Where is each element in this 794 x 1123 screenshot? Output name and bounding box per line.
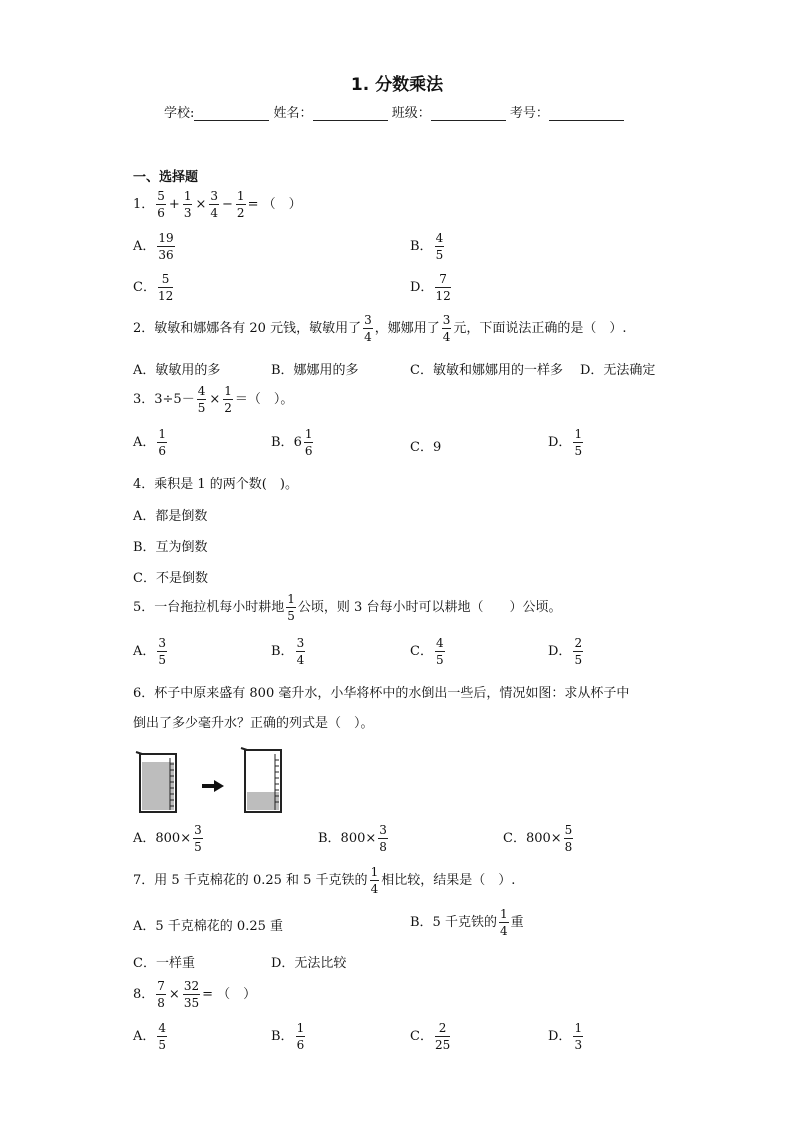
fraction xyxy=(435,273,450,302)
q7-option-c[interactable]: C．一样重 xyxy=(133,956,195,971)
fraction xyxy=(183,190,193,219)
q4-option-c[interactable]: C．不是倒数 xyxy=(133,571,208,586)
text-segment: 相比较，结果是（ ）. xyxy=(381,873,516,888)
denominator: 5 xyxy=(158,1038,167,1052)
fraction xyxy=(296,637,306,666)
q3-option-d[interactable] xyxy=(548,428,585,457)
text-segment: C． xyxy=(133,280,156,295)
text-segment: D． xyxy=(548,644,572,659)
text-segment: ＝（ ）。 xyxy=(234,392,294,407)
text-segment: C． xyxy=(410,1029,433,1044)
school-label: 学校: xyxy=(164,106,195,121)
operator: × xyxy=(209,392,221,407)
numerator: 5 xyxy=(157,189,165,203)
fraction xyxy=(157,428,167,457)
fraction xyxy=(193,824,203,853)
denominator: 6 xyxy=(304,444,313,458)
denominator: 12 xyxy=(435,289,451,303)
name-blank[interactable] xyxy=(313,106,388,121)
fraction xyxy=(442,314,452,343)
operator: × xyxy=(195,197,207,212)
q3-option-a[interactable] xyxy=(133,428,169,457)
text-segment: A．800× xyxy=(133,831,192,846)
question-number: 1． xyxy=(133,197,155,212)
numerator: 5 xyxy=(564,823,573,837)
numerator: 19 xyxy=(158,231,174,245)
numerator: 3 xyxy=(194,823,202,837)
numerator: 2 xyxy=(574,636,583,650)
q7-option-a[interactable]: A．5 千克棉花的 0.25 重 xyxy=(133,919,284,934)
page-title: 1. 分数乘法 xyxy=(350,75,444,95)
fraction xyxy=(435,232,445,261)
fraction xyxy=(236,190,246,219)
denominator: 2 xyxy=(236,206,245,220)
fraction xyxy=(304,428,314,457)
numerator: 4 xyxy=(158,1021,167,1035)
numerator: 3 xyxy=(364,313,372,327)
q1-option-b[interactable] xyxy=(410,232,446,261)
fraction xyxy=(573,428,583,457)
numerator: 1 xyxy=(236,189,245,203)
fraction xyxy=(296,1022,306,1051)
fraction xyxy=(573,1022,583,1051)
numerator: 4 xyxy=(435,231,444,245)
text-segment: D． xyxy=(548,1029,572,1044)
denominator: 5 xyxy=(287,609,295,623)
fraction xyxy=(435,1022,450,1051)
section-title: 一、选择题 xyxy=(133,170,199,185)
text-segment: C． xyxy=(410,644,433,659)
numerator: 1 xyxy=(183,189,192,203)
q2-option-c[interactable]: C．敏敏和娜娜用的一样多 xyxy=(410,363,563,378)
q1-option-c[interactable] xyxy=(133,273,175,302)
text-segment: ，娜娜用了 xyxy=(374,321,440,336)
numerator: 7 xyxy=(435,273,450,288)
fraction xyxy=(435,637,445,666)
fraction xyxy=(158,273,173,302)
q4-option-a[interactable]: A．都是倒数 xyxy=(133,509,208,524)
fraction xyxy=(183,980,200,1009)
operator: × xyxy=(168,987,180,1002)
text-segment: 5．一台拖拉机每小时耕地 xyxy=(133,600,285,615)
q5-option-c[interactable] xyxy=(410,637,447,666)
q4-option-b[interactable]: B．互为倒数 xyxy=(133,540,208,555)
q6-option-b[interactable] xyxy=(318,824,390,853)
denominator: 6 xyxy=(296,1038,305,1052)
denominator: 2 xyxy=(224,401,232,415)
fraction xyxy=(223,385,233,414)
class-label: 班级： xyxy=(391,106,431,121)
denominator: 3 xyxy=(183,206,192,220)
numerator: 1 xyxy=(287,592,295,606)
name-label: 姓名： xyxy=(273,106,313,121)
text-segment: = （ ） xyxy=(247,197,302,212)
denominator: 12 xyxy=(157,289,174,303)
text-segment: 6 xyxy=(293,435,302,450)
exam-number-label: 考号： xyxy=(509,106,549,121)
text-segment: 公顷，则 3 台每小时可以耕地（ ）公顷。 xyxy=(297,600,562,615)
q1-option-d[interactable] xyxy=(410,273,453,302)
denominator: 5 xyxy=(574,653,583,667)
q2-option-b[interactable]: B．娜娜用的多 xyxy=(271,363,359,378)
denominator: 36 xyxy=(158,248,174,262)
numerator: 1 xyxy=(574,427,583,441)
text-segment: 2．敏敏和娜娜各有 20 元钱，敏敏用了 xyxy=(133,321,362,336)
q8-option-b[interactable] xyxy=(271,1022,307,1051)
text-segment: B． xyxy=(410,239,433,254)
exam-number-blank[interactable] xyxy=(549,106,624,121)
numerator: 3 xyxy=(210,189,219,203)
numerator: 1 xyxy=(499,907,508,921)
text-segment: B． xyxy=(271,644,294,659)
denominator: 4 xyxy=(364,330,372,344)
fraction xyxy=(286,593,296,622)
fraction xyxy=(197,385,207,414)
partial-beaker-icon xyxy=(241,748,281,812)
fraction xyxy=(573,637,583,666)
denominator: 5 xyxy=(435,248,444,262)
question-3-stem xyxy=(133,385,293,414)
q5-option-b[interactable] xyxy=(271,637,307,666)
numerator: 1 xyxy=(224,384,232,398)
denominator: 6 xyxy=(158,444,167,458)
school-blank[interactable] xyxy=(194,106,269,121)
denominator: 8 xyxy=(564,840,573,854)
numerator: 1 xyxy=(370,865,379,879)
denominator: 5 xyxy=(197,401,206,415)
denominator: 35 xyxy=(183,996,200,1010)
question-5-stem xyxy=(133,593,561,622)
text-segment: B．800× xyxy=(318,831,377,846)
arrow-right-icon xyxy=(202,780,224,792)
fraction xyxy=(156,980,166,1009)
text-segment: C．800× xyxy=(503,831,562,846)
numerator: 32 xyxy=(183,979,200,993)
full-beaker-icon xyxy=(136,752,176,812)
text-segment: A． xyxy=(133,435,156,450)
text-segment: 8． xyxy=(133,987,155,1002)
numerator: 4 xyxy=(435,636,444,650)
fraction xyxy=(157,232,174,261)
denominator: 8 xyxy=(157,996,165,1010)
question-2-stem xyxy=(133,314,627,343)
question-4-stem: 4．乘积是 1 的两个数( )。 xyxy=(133,477,298,492)
question-6-stem-line-2: 倒出了多少毫升水？正确的列式是（ ）。 xyxy=(133,716,374,731)
denominator: 4 xyxy=(499,924,508,938)
q5-option-d[interactable] xyxy=(548,637,585,666)
denominator: 5 xyxy=(574,444,583,458)
question-7-stem xyxy=(133,866,515,895)
q7-option-d[interactable]: D．无法比较 xyxy=(271,956,347,971)
q3-option-b[interactable] xyxy=(271,428,315,457)
q8-option-d[interactable] xyxy=(548,1022,585,1051)
text-segment: D． xyxy=(410,280,434,295)
denominator: 5 xyxy=(194,840,202,854)
numerator: 3 xyxy=(296,636,305,650)
question-8-stem xyxy=(133,980,256,1009)
text-segment: A． xyxy=(133,239,156,254)
q6-option-c[interactable] xyxy=(503,824,575,853)
numerator: 1 xyxy=(574,1021,583,1035)
denominator: 4 xyxy=(210,206,219,220)
q6-option-a[interactable] xyxy=(133,824,205,853)
text-segment: 7．用 5 千克棉花的 0.25 和 5 千克铁的 xyxy=(133,873,368,888)
fraction xyxy=(363,314,373,343)
numerator: 1 xyxy=(158,427,167,441)
question-6-stem-line-1: 6．杯子中原来盛有 800 毫升水，小华将杯中的水倒出一些后，情况如图：求从杯子中 xyxy=(133,686,630,701)
denominator: 8 xyxy=(379,840,387,854)
text-segment: = （ ） xyxy=(202,987,257,1002)
text-segment: B．5 千克铁的 xyxy=(410,915,497,930)
text-segment: B． xyxy=(271,1029,294,1044)
numerator: 4 xyxy=(197,384,206,398)
text-segment: D． xyxy=(548,435,572,450)
text-segment: A． xyxy=(133,1029,156,1044)
student-info-line xyxy=(164,102,624,121)
denominator: 5 xyxy=(158,653,167,667)
q8-option-c[interactable] xyxy=(410,1022,452,1051)
denominator: 4 xyxy=(370,882,379,896)
text-segment: 3．3÷5－ xyxy=(133,392,195,407)
fraction xyxy=(378,824,388,853)
numerator: 3 xyxy=(442,313,451,327)
fraction xyxy=(499,908,509,937)
fraction xyxy=(157,1022,167,1051)
fraction xyxy=(209,190,219,219)
denominator: 6 xyxy=(157,206,165,220)
fraction xyxy=(156,190,166,219)
numerator: 1 xyxy=(296,1021,305,1035)
numerator: 3 xyxy=(379,823,387,837)
numerator: 1 xyxy=(304,427,313,441)
denominator: 3 xyxy=(574,1038,583,1052)
denominator: 25 xyxy=(434,1038,451,1052)
q5-option-a[interactable] xyxy=(133,637,169,666)
fraction xyxy=(370,866,380,895)
class-blank[interactable] xyxy=(431,106,506,121)
numerator: 7 xyxy=(157,979,165,993)
q8-option-a[interactable] xyxy=(133,1022,169,1051)
question-1-stem xyxy=(133,190,302,219)
denominator: 4 xyxy=(296,653,305,667)
fraction xyxy=(157,637,167,666)
beaker-illustration xyxy=(130,742,290,817)
text-segment: 元，下面说法正确的是（ ）. xyxy=(453,321,627,336)
numerator: 5 xyxy=(158,273,173,288)
text-segment: A． xyxy=(133,644,156,659)
numerator: 3 xyxy=(158,636,167,650)
denominator: 5 xyxy=(435,653,444,667)
q2-option-a[interactable]: A．敏敏用的多 xyxy=(133,363,221,378)
denominator: 4 xyxy=(442,330,451,344)
fraction xyxy=(564,824,574,853)
operator: − xyxy=(222,197,233,212)
text-segment: B． xyxy=(271,435,294,450)
text-segment: 重 xyxy=(510,915,524,930)
operator: + xyxy=(168,197,180,212)
q2-option-d[interactable]: D．无法确定 xyxy=(580,363,656,378)
q3-option-c[interactable]: C．9 xyxy=(410,440,442,455)
numerator: 2 xyxy=(435,1022,450,1037)
q1-option-a[interactable] xyxy=(133,232,177,261)
q7-option-b[interactable] xyxy=(410,908,524,937)
